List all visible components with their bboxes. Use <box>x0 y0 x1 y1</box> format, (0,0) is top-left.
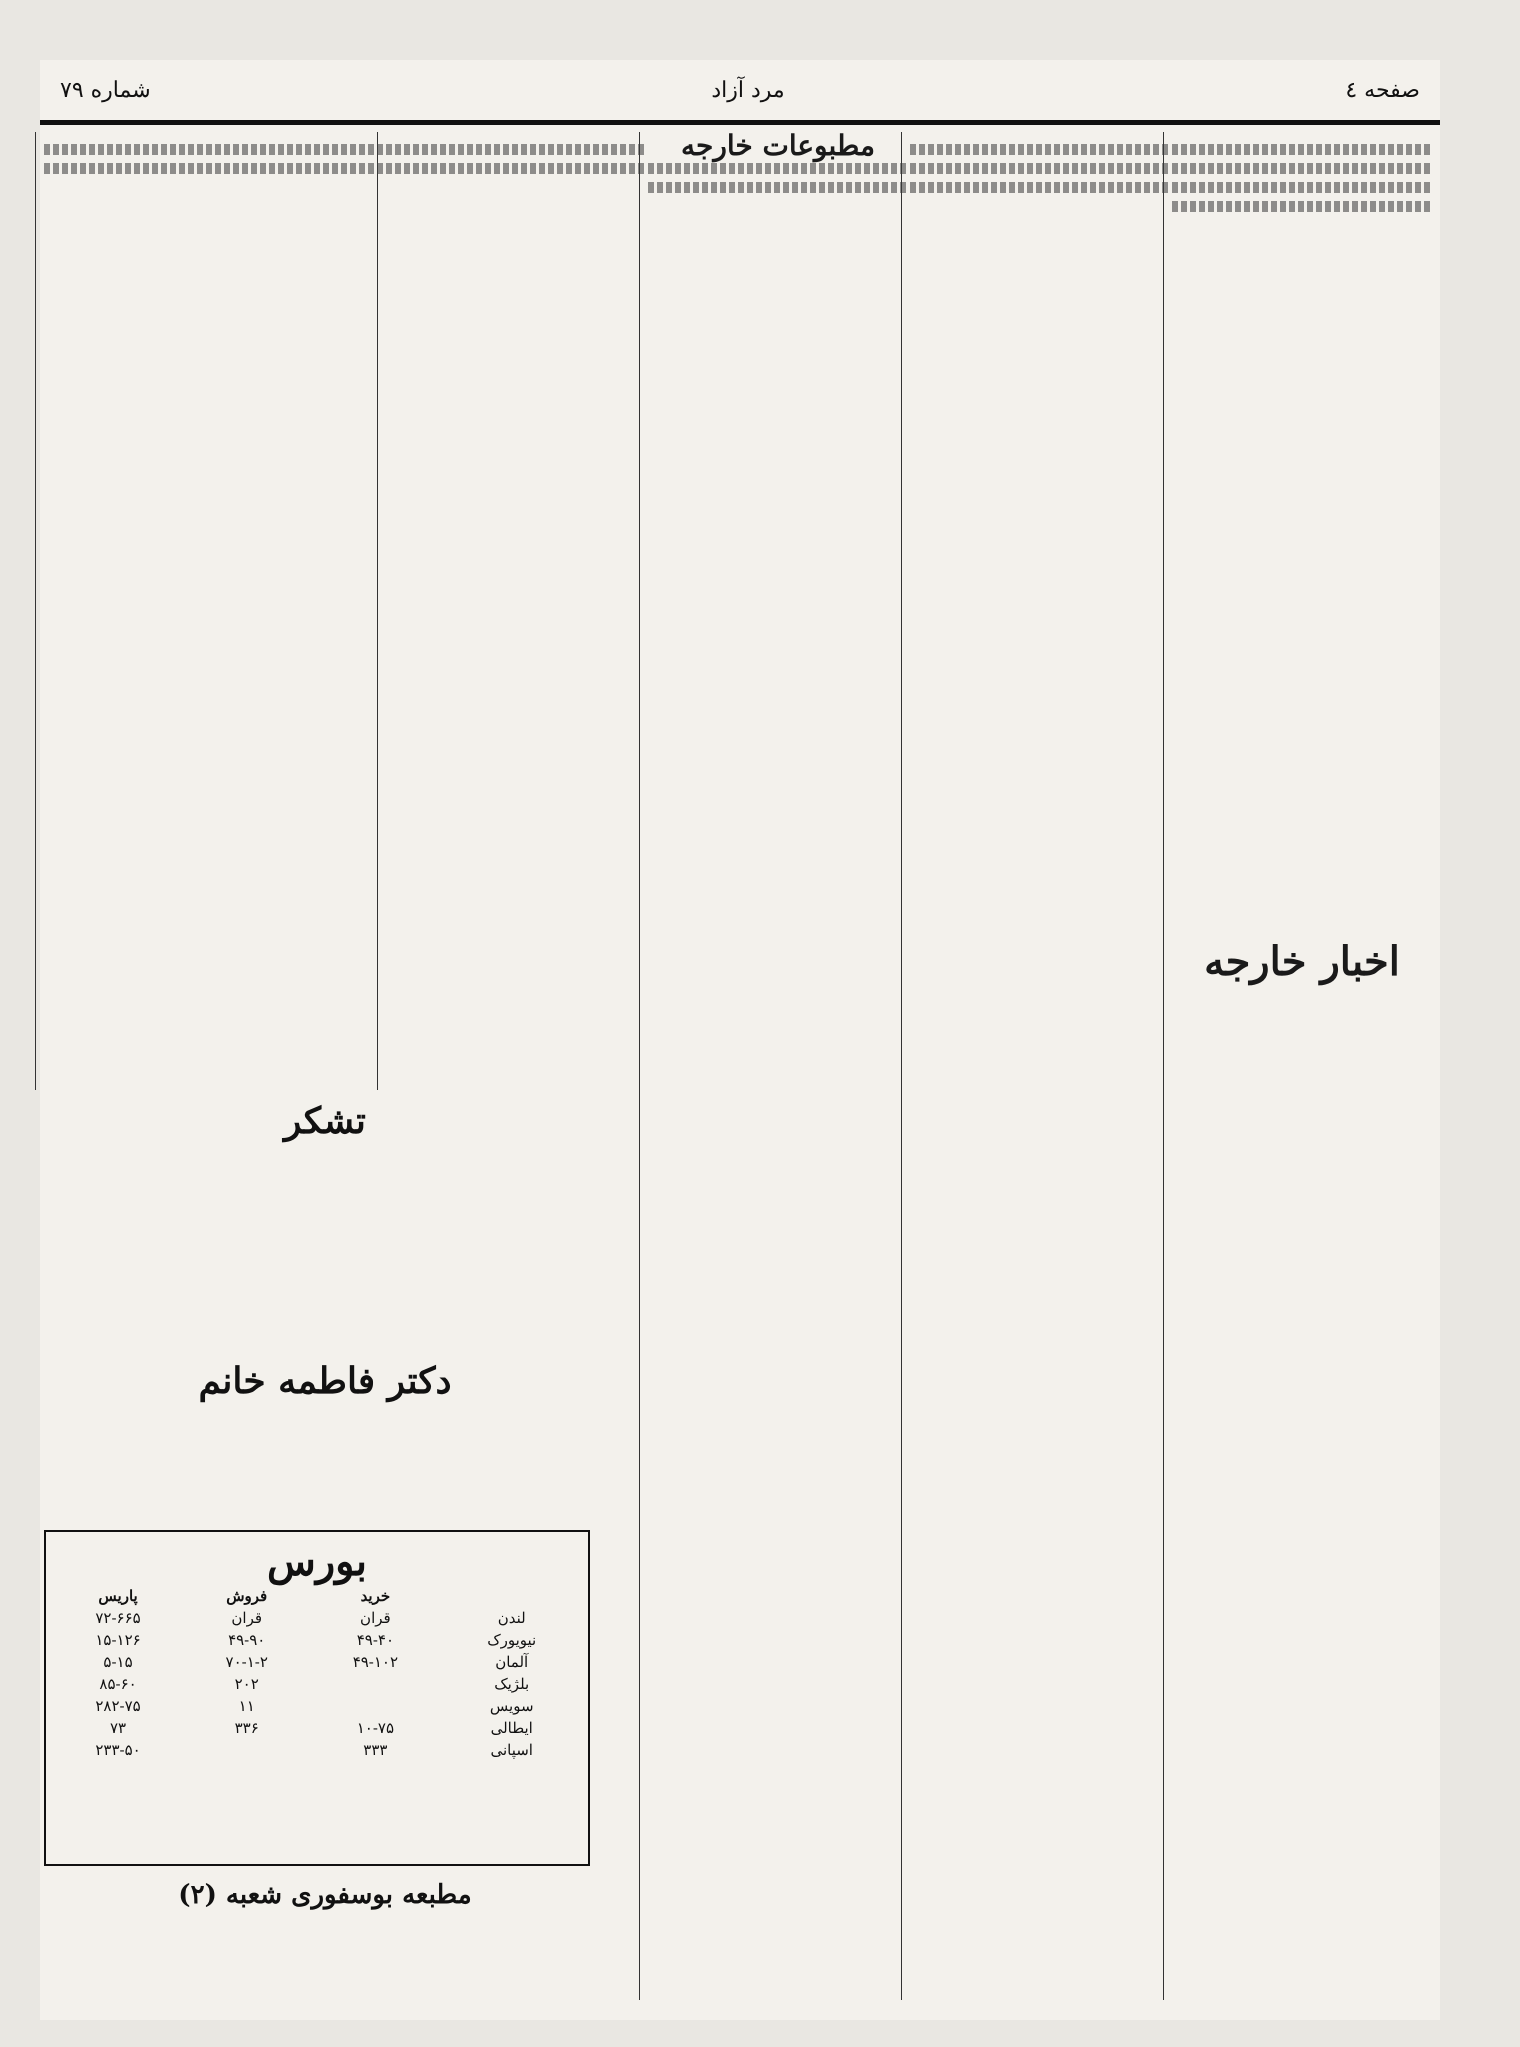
bourse-row <box>52 1651 582 1673</box>
bourse-row <box>52 1629 582 1651</box>
bourse-cell-city: نیویورک <box>487 1631 537 1649</box>
bourse-cell-sell <box>184 1739 309 1761</box>
bourse-paris-header: پاریس <box>98 1587 138 1605</box>
paper-name: مرد آزاد <box>711 77 785 103</box>
bourse-cell-sell: ۴۹-۹۰ <box>228 1631 266 1649</box>
foreign-news-heading: اخبار خارجه <box>1204 938 1400 985</box>
bourse-cell-city: آلمان <box>495 1653 529 1671</box>
printer-footer: مطبعه بوسفوری شعبه (۲) <box>178 1880 472 1910</box>
bourse-buy-header: خرید <box>360 1587 391 1605</box>
bourse-cell-buy <box>309 1673 441 1695</box>
bourse-cell-city: لندن <box>497 1609 526 1627</box>
bourse-cell-buy: ۴۹-۴۰ <box>356 1631 395 1649</box>
bourse-cell-paris: ۵-۱۵ <box>103 1653 133 1671</box>
bourse-cell-buy: ۳۳۳ <box>363 1741 388 1759</box>
bourse-cell-paris: ۷۲-۶۶۵ <box>95 1609 141 1627</box>
thanks-heading: تشکر <box>284 1100 366 1142</box>
bourse-cell-buy: ۴۹-۱۰۲ <box>352 1653 399 1671</box>
bourse-sell-header: فروش <box>226 1587 268 1605</box>
column-2 <box>901 132 1178 2000</box>
bourse-cell-city: بلژیک <box>494 1675 530 1693</box>
bourse-row <box>52 1717 582 1739</box>
bourse-row <box>52 1695 582 1717</box>
bourse-cell-city: اسپانی <box>490 1741 533 1759</box>
column-3 <box>639 132 916 2000</box>
bourse-cell-sell: قران <box>231 1609 263 1627</box>
page-label: صفحه ٤ <box>1345 77 1420 103</box>
bourse-row <box>52 1607 582 1629</box>
bourse-cell-buy <box>309 1695 441 1717</box>
bourse-row <box>52 1739 582 1761</box>
column-1 <box>1163 132 1440 2000</box>
column-5 <box>35 132 392 1090</box>
newspaper-page <box>40 60 1440 2020</box>
bourse-cell-buy: قران <box>360 1609 391 1627</box>
column-4 <box>377 132 654 1090</box>
bourse-heading: بورس <box>267 1538 367 1585</box>
bourse-cell-paris: ۲۳۳-۵۰ <box>95 1741 141 1759</box>
issue-label: شماره ۷۹ <box>60 77 151 103</box>
bourse-cell-paris: ۲۸۲-۷۵ <box>95 1697 141 1715</box>
bourse-cell-city: سویس <box>489 1697 534 1715</box>
doctor-heading: دکتر فاطمه خانم <box>198 1360 452 1402</box>
bourse-cell-paris: ۸۵-۶۰ <box>99 1675 137 1693</box>
bourse-cell-sell: ۲۰۲ <box>234 1675 259 1693</box>
bourse-cell-paris: ۷۳ <box>109 1719 127 1737</box>
bourse-box <box>44 1530 590 1866</box>
bourse-cell-city: ایطالی <box>490 1719 533 1737</box>
bourse-cell-paris: ۱۵-۱۲۶ <box>95 1631 141 1649</box>
bourse-cell-sell: ۱۱ <box>238 1697 255 1715</box>
masthead <box>40 60 1440 125</box>
bourse-cell-sell: ۳۳۶ <box>234 1719 259 1737</box>
bourse-table <box>52 1585 582 1761</box>
foreign-press-heading: مطبوعات خارجه <box>681 132 875 162</box>
bourse-row <box>52 1673 582 1695</box>
bourse-cell-sell: ۷۰-۱-۲ <box>225 1653 268 1671</box>
bourse-cell-buy: ۱۰-۷۵ <box>356 1719 395 1737</box>
